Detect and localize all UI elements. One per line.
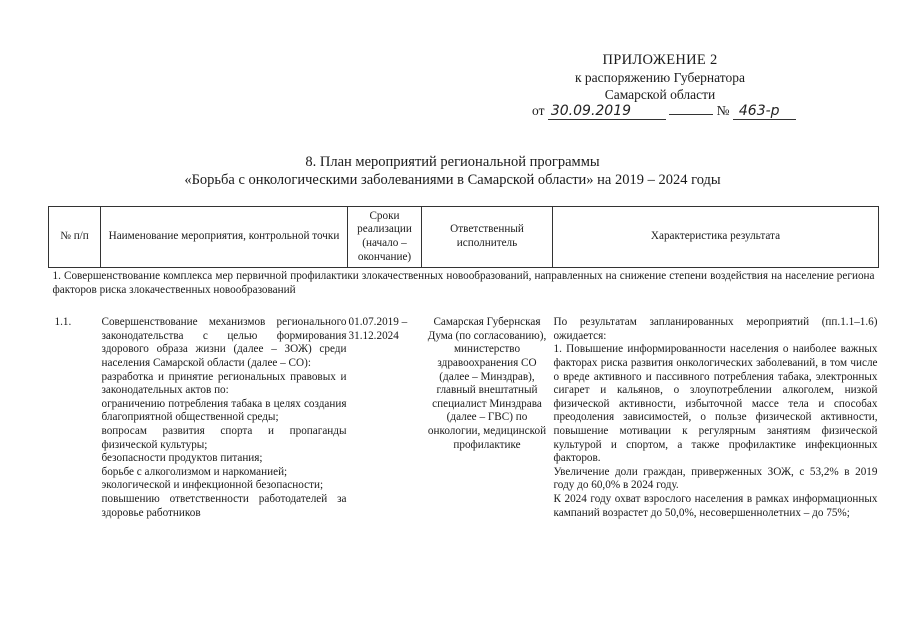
row-dates: 01.07.2019 – 31.12.2024: [348, 316, 408, 342]
row-responsible-cell: [422, 315, 553, 521]
name-line: повышению ответственности работодателей за здоровье работников: [101, 492, 347, 519]
table-header-row: [49, 207, 879, 268]
underline-filler: [669, 102, 713, 115]
plan-title-line-1: 8. План мероприятий региональной программы: [305, 154, 600, 170]
name-line: борьбе с алкоголизмом и наркоманией;: [101, 465, 288, 478]
spacer-row: [49, 297, 879, 315]
number-label: №: [716, 103, 730, 118]
plan-title-line-2: «Борьба с онкологическими заболеваниями в Самарской области» на 2019 – 2024 годы: [184, 172, 721, 188]
col-header-number: № п/п: [49, 207, 101, 268]
appendix-block: [520, 52, 800, 103]
col-header-responsible: Ответственный исполнитель: [422, 207, 553, 268]
table-row: [49, 315, 879, 521]
result-line: Увеличение доли граждан, приверженных ЗОЖ, с 53,2% в 2019 году до 60,0% в 2024 году.: [553, 465, 878, 492]
date-label: от: [532, 103, 545, 118]
row-number: 1.1.: [54, 316, 72, 329]
name-line: Совершенствование механизмов регионального законодательства с целью формирования здорового образа жизни (далее – ЗОЖ) среди населения Самарской области (далее – СО):: [101, 316, 347, 369]
name-line: разработка и принятие региональных правовых и законодательных актов по:: [101, 370, 347, 397]
handwritten-date: 30.09.2019: [548, 103, 666, 120]
row-result-cell: [553, 315, 879, 521]
decree-signature-row: [532, 102, 796, 120]
name-line: экологической и инфекционной безопасности;: [101, 479, 324, 492]
col-header-name: Наименование мероприятия, контрольной точки: [101, 207, 348, 268]
appendix-line-1: к распоряжению Губернатора: [574, 70, 746, 85]
result-line: К 2024 году охват взрослого населения в рамках информационных кампаний возрастет до 50,0%, несовершеннолетних – до 75%;: [553, 492, 878, 519]
result-line: По результатам запланированных мероприятий (пп.1.1–1.6) ожидается:: [553, 316, 878, 342]
section-row: [49, 268, 879, 298]
col-header-dates: Сроки реализации (начало – окончание): [348, 207, 422, 268]
plan-title: [0, 153, 905, 189]
name-line: ограничению потребления табака в целях создания благоприятной общественной среды;: [101, 397, 347, 424]
col-header-result: Характеристика результата: [553, 207, 879, 268]
appendix-line-2: Самарской области: [604, 87, 716, 102]
name-line: вопросам развития спорта и пропаганды физической культуры;: [101, 424, 347, 451]
row-name-cell: [101, 315, 348, 521]
row-responsible: Самарская Губернская Дума (по согласованию), министерство здравоохранения СО (далее – Минздрав), главный внештатный специалист Минздрава (далее – ГВС) по онкологии, медицинской профилактике: [427, 316, 547, 451]
section-title: 1. Совершенствование комплекса мер первичной профилактики злокачественных новообразований, направленных на снижение степени воздействия на население региона факторов риска злокачественных новообразований: [49, 268, 879, 298]
result-line: 1. Повышение информированности населения о наиболее важных факторах риска развития онкологических заболеваний, в том числе о вреде активного и пассивного потребления табака, электронных сигарет и кальянов, о злоупотреблении алкоголем, низкой физической активности, избыточной массе тела и способах преодоления зависимостей, о пользе физической активности, повышение мотивации к регулярным занятиям физической культурой и спортом, а также профилактике инфекционных факторов.: [553, 343, 878, 465]
handwritten-number: 463-р: [733, 103, 796, 120]
name-line: безопасности продуктов питания;: [101, 452, 263, 465]
appendix-heading: ПРИЛОЖЕНИЕ 2: [602, 52, 718, 68]
measures-table: [48, 206, 879, 521]
